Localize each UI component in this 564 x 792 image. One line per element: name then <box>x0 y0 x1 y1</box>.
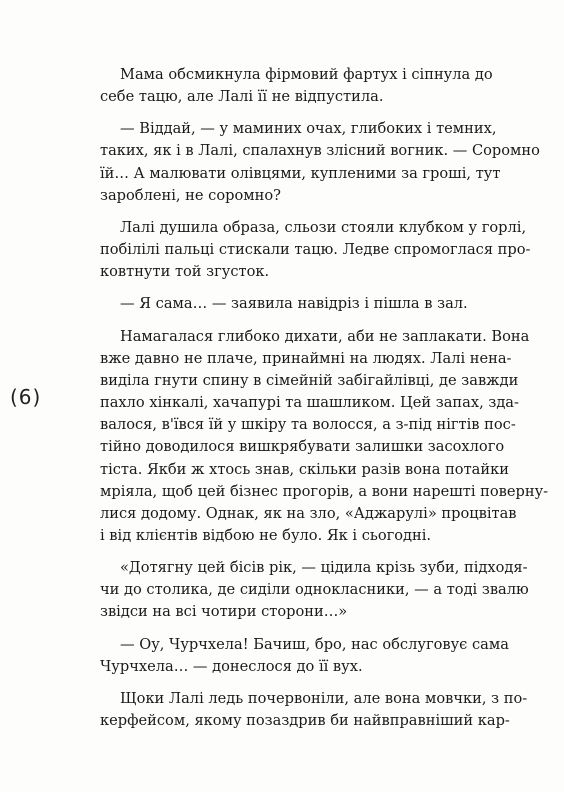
text-line: їй… А малювати олівцями, купленими за гроші, тут <box>100 164 501 182</box>
text-line: Лалі душила образа, сльози стояли клубком у горлі, <box>120 218 527 236</box>
text-line: зароблені, не соромно? <box>100 186 281 204</box>
text-line: і від клієнтів відбою не було. Як і сьогодні. <box>100 526 432 544</box>
paragraph <box>100 293 486 315</box>
text-line: побілілі пальці стискали тацю. Ледве спромоглася про- <box>100 241 531 259</box>
paragraph <box>100 634 509 678</box>
paragraph <box>100 64 493 108</box>
text-line: Мама обсмикнула фірмовий фартух і сіпнула до <box>120 66 493 83</box>
text-line: — Оу, Чурчхела! Бачиш, бро, нас обслуговує сама <box>120 635 509 653</box>
text-line: чи до столика, де сиділи однокласники, — а тоді звалю <box>100 581 529 599</box>
paragraph <box>100 217 531 283</box>
text-line: «Дотягну цей бісів рік, — цідила крізь зуби, підходя- <box>120 559 528 577</box>
text-line: таких, як і в Лалі, спалахнув злісний вогник. — Соромно <box>100 142 540 160</box>
text-line: звідси на всі чотири сторони…» <box>100 603 348 621</box>
handwritten-page-number: (6) <box>10 385 42 409</box>
paragraph <box>100 326 549 548</box>
text-line: вже давно не плаче, принаймні на людях. Лалі нена- <box>100 349 512 367</box>
text-line: Щоки Лалі ледь почервоніли, але вона мовчки, з по- <box>120 689 528 707</box>
text-line: — Віддай, — у маминих очах, глибоких і темних, <box>120 120 497 138</box>
text-line: себе тацю, але Лалі її не відпустила. <box>100 88 384 106</box>
text-line: керфейсом, якому позаздрив би найвправніший кар- <box>100 712 510 730</box>
text-line: пахло хінкалі, хачапурі та шашликом. Цей запах, зда- <box>100 394 519 412</box>
text-line: валося, в'ївся їй у шкіру та волосся, а з-під нігтів пос- <box>100 416 516 434</box>
body-text <box>100 64 549 742</box>
text-line: виділа гнути спину в сімейній забігайлівці, де завжди <box>100 371 519 389</box>
text-line: ковтнути той згусток. <box>100 263 270 281</box>
paragraph <box>100 557 529 623</box>
text-line: тіста. Якби ж хтось знав, скільки разів вона потайки <box>100 460 509 478</box>
paragraph <box>100 118 540 207</box>
text-line: — Я сама… — заявила навідріз і пішла в зал. <box>120 295 468 313</box>
text-line: лися додому. Однак, як на зло, «Аджарулі» процвітав <box>100 504 517 522</box>
text-line: Чурчхела… — донеслося до її вух. <box>100 657 363 675</box>
text-line: мріяла, щоб цей бізнес прогорів, а вони нарешті поверну- <box>100 482 549 500</box>
text-line: Намагалася глибоко дихати, аби не заплакати. Вона <box>120 327 530 345</box>
paragraph <box>100 688 528 732</box>
text-line: тійно доводилося вишкрябувати залишки засохлого <box>100 438 505 456</box>
